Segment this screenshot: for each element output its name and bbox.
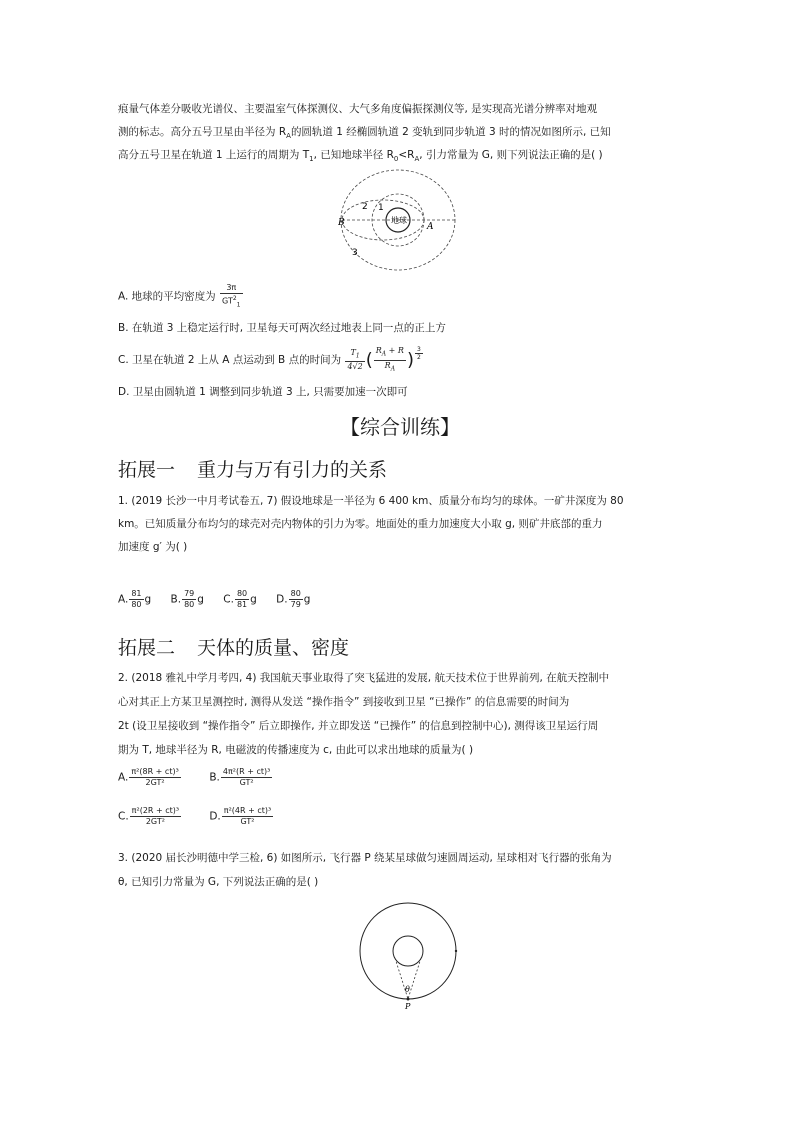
fraction xyxy=(130,806,181,827)
num: 80 xyxy=(290,589,301,598)
den xyxy=(289,600,303,610)
option-b xyxy=(118,320,446,335)
num: 79 xyxy=(184,589,195,598)
fraction xyxy=(289,589,303,610)
fraction xyxy=(235,589,249,610)
g: g xyxy=(197,593,204,606)
den xyxy=(182,600,196,610)
option-d-text: D. 卫星由圆轨道 1 调整到同步轨道 3 上, 只需要加速一次即可 xyxy=(118,386,408,398)
letter: B. xyxy=(209,771,220,784)
fraction xyxy=(129,589,143,610)
den xyxy=(129,600,143,610)
q2-line-3: 2t (设卫星接收到 “操作指令” 后立即操作, 并立即发送 “已操作” 的信息到控制中心), 测得该卫星运行周 xyxy=(118,720,599,732)
label-1: 1 xyxy=(378,203,384,213)
letter: C. xyxy=(223,593,234,606)
numerator: 3π xyxy=(220,283,242,294)
ext2-title: 天体的质量、密度 xyxy=(197,637,350,659)
option-c-fraction xyxy=(345,348,364,373)
den-text: 79 xyxy=(290,600,301,609)
q2-answer-b xyxy=(209,767,273,788)
text: 高分五号卫星在轨道 1 上运行的周期为 T xyxy=(118,149,310,161)
g: g xyxy=(250,593,257,606)
paren-close: ) xyxy=(406,349,414,371)
den-text: GT xyxy=(222,296,233,306)
exponent xyxy=(415,346,423,361)
fraction xyxy=(221,767,272,788)
letter: A. xyxy=(118,771,129,784)
option-c-inner-fraction xyxy=(374,346,406,374)
exp-den: 2 xyxy=(416,354,421,361)
option-a-fraction xyxy=(220,283,242,310)
subscript: 1 xyxy=(309,155,314,164)
num: 81 xyxy=(131,589,142,598)
ext1-title: 重力与万有引力的关系 xyxy=(197,459,388,481)
text: 测的标志。高分五号卫星由半径为 R xyxy=(118,126,287,138)
q2-answer-a xyxy=(118,767,190,788)
q2-line-1: 2. (2018 雅礼中学月考四, 4) 我国航天事业取得了突飞猛进的发展, 航天技术位于世界前列, 在航天控制中 xyxy=(118,672,610,684)
num-sub: A xyxy=(381,350,387,358)
q2-answer-c xyxy=(118,806,190,827)
q1-line-1: 1. (2019 长沙一中月考试卷五, 7) 假设地球是一半径为 6 400 km、质量分布均匀的球体。一矿井深度为 80 xyxy=(118,495,624,507)
subscript: A xyxy=(286,132,291,141)
numerator: $R_A + R$ xyxy=(374,346,406,361)
g: g xyxy=(144,593,152,606)
q1-answers xyxy=(118,589,326,610)
option-a xyxy=(118,283,244,310)
den-text: R xyxy=(384,360,391,370)
ext2-heading xyxy=(118,633,349,660)
num: 4π²(R + ct)³ xyxy=(222,767,271,776)
ext1-label: 拓展一 xyxy=(118,459,176,481)
num-sub: 1 xyxy=(355,352,360,360)
denominator: 4√2 xyxy=(347,362,363,372)
num: 80 xyxy=(236,589,248,598)
text: 痕量气体差分吸收光谱仪、主要温室气体探测仪、大气多角度偏振探测仪等, 是实现高光谱分辨率对地观 xyxy=(118,103,598,115)
q3-line-1: 3. (2020 届长沙明德中学三检, 6) 如图所示, 飞行器 P 绕某星球做匀速圆周运动, 星球相对飞行器的张角为 xyxy=(118,852,612,864)
q2-line-2: 心对其正上方某卫星测控时, 测得从发送 “操作指令” 到接收到卫星 “已操作” 的信息需要的时间为 xyxy=(118,696,570,708)
denominator xyxy=(374,361,406,375)
ext1-heading xyxy=(118,455,387,482)
den-text: 80 xyxy=(131,600,142,609)
letter: D. xyxy=(276,593,288,606)
section-title: 【综合训练】 xyxy=(340,415,460,439)
subscript: 0 xyxy=(393,155,399,164)
den-text: 80 xyxy=(184,600,195,609)
denominator: $GT^2_1$ xyxy=(222,295,241,309)
ext2-label: 拓展二 xyxy=(118,637,176,659)
q-prev-line-3: 高分五号卫星在轨道 1 上运行的周期为 $T_1$, 已知地球半径 $R_0<R_A$, 引力常量为 G, 则下列说法正确的是( ) xyxy=(118,149,603,164)
den: 2GT² xyxy=(145,778,165,787)
q1-answer-a xyxy=(118,589,151,610)
q3-line-2: θ, 已知引力常量为 G, 下列说法正确的是( ) xyxy=(118,876,319,888)
num-text: T xyxy=(350,347,356,357)
q1-answer-d xyxy=(276,589,310,610)
q1-line-2: km。已知质量分布均匀的球壳对壳内物体的引力为零。地面处的重力加速度大小取 g, 则矿井底部的重力 xyxy=(118,518,603,530)
fraction xyxy=(182,589,196,610)
option-a-text: A. 地球的平均密度为 xyxy=(118,290,216,303)
letter: D. xyxy=(209,810,221,823)
q2-answers-row2 xyxy=(118,806,290,827)
q2-line-4: 期为 T, 地球半径为 R, 电磁波的传播速度为 c, 由此可以求出地球的质量为( ) xyxy=(118,744,474,756)
label-b: B xyxy=(338,218,345,228)
satellite-diagram xyxy=(353,901,463,1011)
label-3: 3 xyxy=(352,248,358,258)
earth-label: 地球 xyxy=(391,216,407,225)
text: , 已知地球半径 R xyxy=(313,149,394,161)
option-d xyxy=(118,384,408,399)
g: g xyxy=(303,593,311,606)
den: GT² xyxy=(239,778,254,787)
option-c-text: C. 卫星在轨道 2 上从 A 点运动到 B 点的时间为 xyxy=(118,354,342,367)
q1-answer-b xyxy=(171,589,204,610)
point-p xyxy=(407,998,410,1001)
option-c xyxy=(118,346,424,374)
num: π²(8R + ct)³ xyxy=(131,767,179,776)
option-b-text: B. 在轨道 3 上稳定运行时, 卫星每天可两次经过地表上同一点的正上方 xyxy=(118,322,446,334)
q2-answers-row1 xyxy=(118,767,289,788)
q-prev-line-1 xyxy=(118,101,597,116)
den-sub: A xyxy=(390,365,396,373)
text: , 引力常量为 G, 则下列说法正确的是( ) xyxy=(419,149,603,161)
num: π²(2R + ct)³ xyxy=(131,806,180,815)
letter: A. xyxy=(118,593,129,606)
numerator xyxy=(345,348,364,363)
planet-circle xyxy=(393,936,423,966)
label-2: 2 xyxy=(362,202,368,212)
label-theta: θ xyxy=(405,985,410,994)
fraction xyxy=(129,767,180,788)
text: < xyxy=(398,149,408,161)
q1-line-3: 加速度 g′ 为( ) xyxy=(118,541,188,553)
label-a: A xyxy=(427,222,434,232)
paren-open: ( xyxy=(365,349,373,371)
orbit-dot xyxy=(455,950,457,952)
letter: C. xyxy=(118,810,129,823)
q2-answer-d xyxy=(209,806,274,827)
letter: B. xyxy=(170,593,182,606)
num-text: R xyxy=(375,346,382,355)
den-sub: 1 xyxy=(236,301,241,309)
text: 的圆轨道 1 经椭圆轨道 2 变轨到同步轨道 3 时的情况如图所示, 已知 xyxy=(290,126,611,138)
den: 2GT² xyxy=(145,817,165,826)
den: GT² xyxy=(240,817,255,826)
q1-answer-c xyxy=(223,589,257,610)
q-prev-line-2 xyxy=(118,124,611,140)
subscript: A xyxy=(414,155,420,164)
label-p: P xyxy=(405,1002,411,1011)
fraction xyxy=(222,806,273,827)
exp-num: 3 xyxy=(416,346,421,353)
orbit-diagram xyxy=(338,165,478,275)
den xyxy=(235,600,249,610)
den-text: 81 xyxy=(236,600,248,609)
num: π²(4R + ct)³ xyxy=(223,806,272,815)
